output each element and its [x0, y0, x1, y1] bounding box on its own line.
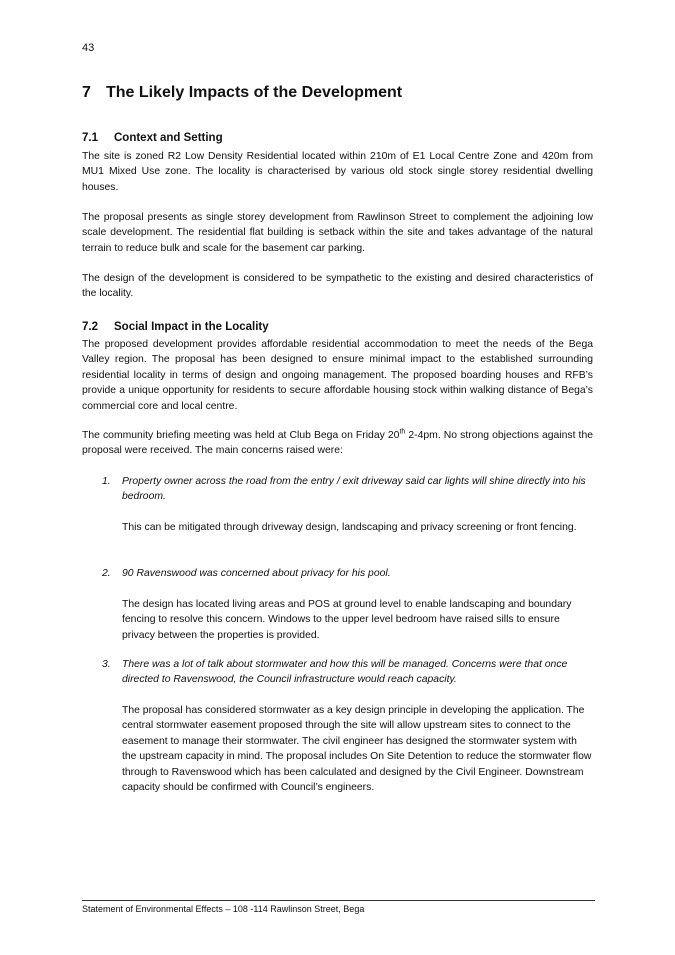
briefing-text-start: The community briefing meeting was held at Club Bega on Friday 20	[82, 430, 400, 441]
section-title: Context and Setting	[114, 132, 223, 144]
concern-response-1: This can be mitigated through driveway design, landscaping and privacy screening or front fencing.	[122, 522, 577, 533]
section-number: 7.1	[82, 132, 98, 144]
page-number: 43	[82, 42, 95, 54]
section-title: Social Impact in the Locality	[114, 321, 269, 333]
chapter-heading	[82, 83, 402, 103]
concern-response-2: The design has located living areas and POS at ground level to enable landscaping and boundary fencing to resolve this concern. Windows to the upper level bedroom have raised sills to ensure privacy between the properties is provided.	[122, 599, 572, 641]
footer-divider	[82, 900, 595, 901]
concern-item-2	[102, 566, 593, 581]
concern-text: Property owner across the road from the entry / exit driveway said car lights will shine directly into his bedroom.	[122, 476, 586, 503]
briefing-superscript: th	[399, 428, 406, 436]
briefing-paragraph	[82, 428, 593, 459]
paragraph: The proposed development provides affordable residential accommodation to meet the needs of the Bega Valley region. The proposal has been designed to ensure minimal impact to the established surrounding residential locality in terms of design and ongoing management. The proposed boarding houses and RFB’s provide a unique opportunity for residents to secure affordable housing stock within walking distance of Bega’s commercial core and local centre.	[82, 339, 593, 412]
section-heading-7-2	[82, 320, 269, 335]
concern-item-3	[102, 657, 593, 688]
concern-number: 2.	[102, 568, 111, 579]
concern-text: There was a lot of talk about stormwater and how this will be managed. Concerns were that once directed to Ravenswood, the Council infrastructure would reach capacity.	[122, 659, 568, 686]
concern-number: 1.	[102, 476, 111, 487]
paragraph: The site is zoned R2 Low Density Residential located within 210m of E1 Local Centre Zone and 420m from MU1 Mixed Use zone. The locality is characterised by various old stock single storey residential dwelling houses.	[82, 151, 593, 193]
page-footer: Statement of Environmental Effects – 108 -114 Rawlinson Street, Bega	[82, 904, 365, 914]
concern-text: 90 Ravenswood was concerned about privacy for his pool.	[122, 568, 391, 579]
paragraph: The proposal presents as single storey development from Rawlinson Street to complement the adjoining low scale development. The residential flat building is setback within the site and takes advantage of the natural terrain to reduce bulk and scale for the basement car parking.	[82, 212, 593, 254]
section-heading-7-1	[82, 131, 223, 146]
briefing-text-end: 2-4pm. No strong objections against the proposal were received. The main concerns raised were:	[82, 430, 593, 457]
chapter-title: The Likely Impacts of the Development	[106, 84, 403, 101]
concern-number: 3.	[102, 659, 111, 670]
chapter-number: 7	[82, 84, 91, 101]
paragraph: The design of the development is considered to be sympathetic to the existing and desired characteristics of the locality.	[82, 273, 593, 300]
concern-item-1	[102, 474, 593, 505]
concern-response-3: The proposal has considered stormwater as a key design principle in developing the application. The central stormwater easement proposed through the site will allow upstream sites to connect to the easement to manage their stormwater. The civil engineer has designed the stormwater system with the upstream capacity in mind. The proposal includes On Site Detention to reduce the stormwater flow through to Ravenswood which has been calculated and designed by the Civil Engineer. Downstream capacity should be confirmed with Council’s engineers.	[122, 705, 592, 794]
section-number: 7.2	[82, 321, 98, 333]
